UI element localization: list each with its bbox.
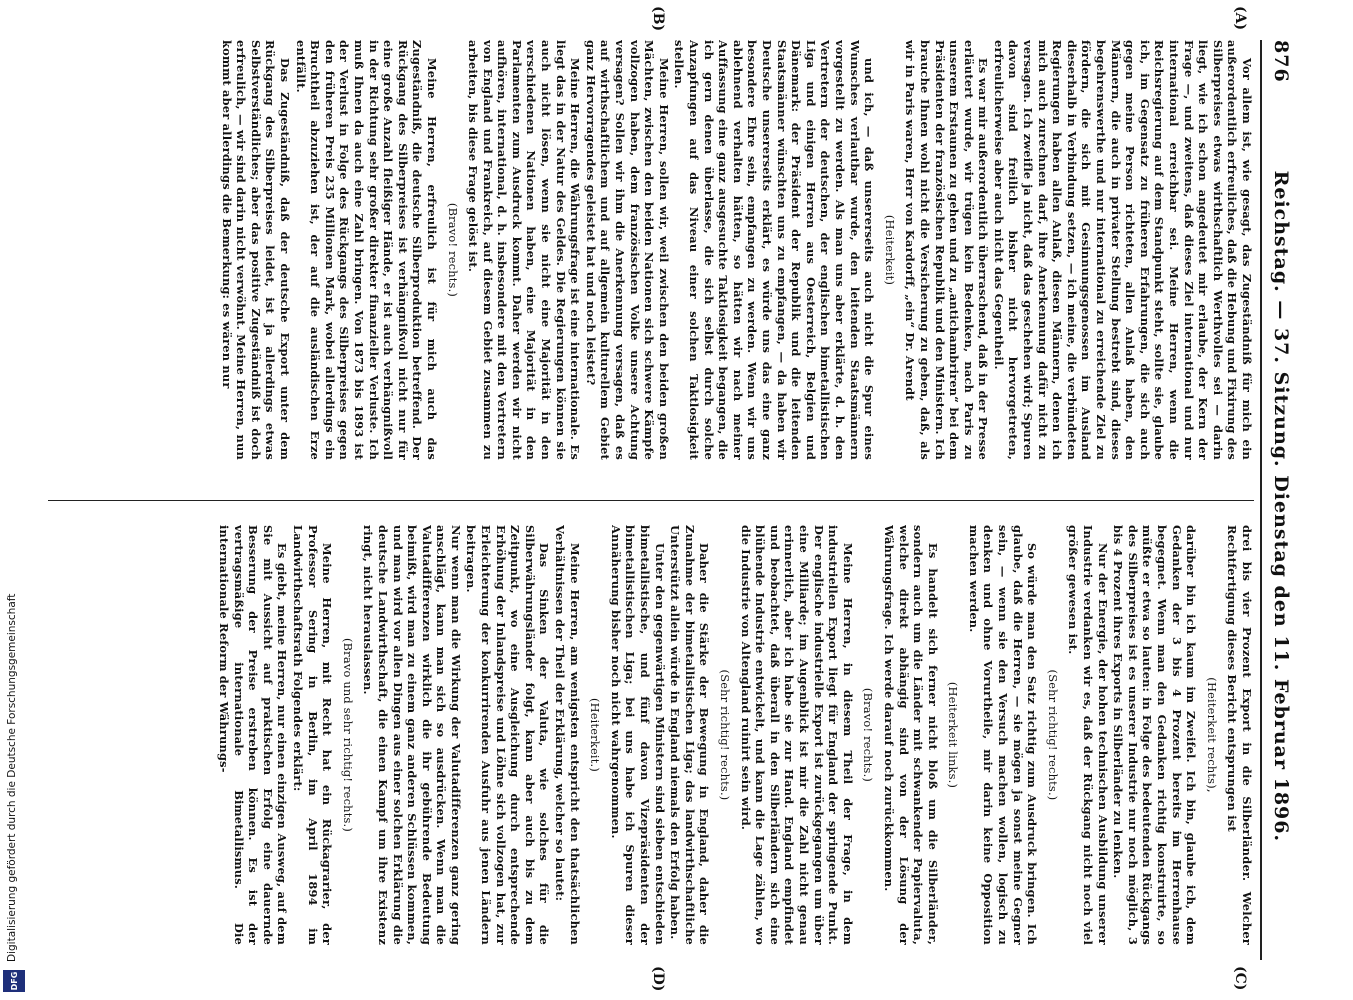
interjection: (Bravo! rechts.) (861, 687, 876, 783)
paragraph: Nur der Energie, der hohen technischen Ausbildung unserer Industrie verdanken wir es, daß der Rückgang nicht noch viel größer gewesen ist. (1066, 525, 1110, 945)
paragraph: Das Zugeständniß, daß der deutsche Export unter dem Rückgang des Silberpreises leidet, ist ja allerdings etwas Selbstverständliches; aber das positive Zugeständniß ist doch erfreulich, — wir sind darin nicht verwöhnt. Meine Herren, nun kommt aber allerdings die Bemerkung: es wären nur (219, 40, 292, 460)
paragraph: Meine Herren, mit Recht hat ein Rückagrarier, der Professor Sering in Berlin, im April 1894 im Landwirthschaftsrath Folgendes erklärt: (290, 525, 335, 945)
interjection: (Sehr richtig! rechts.) (1045, 669, 1060, 801)
digitization-credit: Digitalisierung gefördert durch die Deutsche Forschungsgemeinschaft (6, 593, 18, 962)
paragraph: Das Sinken der Valuta, wie solches für die Silberwährungsländer folgt, kann aber auch bis zu dem Zeitpunkt, wo eine Ausgleichung durch entsprechende Erhöhung der Inlandspreise und Löhne sich vollzogen hat, zur Erleichterung der konkurrirenden Ausfuhr aus jenen Ländern beitragen. (464, 525, 552, 945)
page-number: 876 (1270, 40, 1292, 83)
interjection: (Heiterkeit rechts), (1204, 677, 1219, 793)
paragraph: Meine Herren, am wenigsten entspricht den thatsächlichen Verhältnissen der Theil der Erklärung, welcher so lautet: (553, 525, 582, 945)
page-title: Reichstag. — 37. Sitzung. Dienstag den 11. Februar 1896. (1270, 170, 1292, 843)
paragraph: Es giebt, meine Herren, nur einen einzigen Ausweg, auf dem Sie mit Aussicht auf praktischen Erfolg eine dauernde Besserung der Preise erstreben können. Es ist der vertragsmäßige internationale Bimetallismus. Die internationale Reform der Währungs- (217, 525, 290, 945)
paragraph: Meine Herren, die Währungsfrage ist eine internationale. Es liegt das in der Natur des Geldes. Die Regierungen können sie auch nicht lösen, wenn sie nicht eine Majorität in den verschiedenen Nationen haben, eine Majorität in den Parlamenten zum Ausdruck kommt. Daher werden wir nicht aufhören, international, d. h. insbesondere mit den Vertretern von England und Frankreich, auf diesem Gebiet zusammen zu arbeiten, bis diese Frage gelöst ist. (466, 40, 583, 460)
paragraph: Vor allem ist, wie gesagt, das Zugeständniß für mich ein außerordentlich erfreuliches, daß die Hebung und Fixirung des Silberpreises etwas wirthschaftlich Werthvolles sei — darin liegt, wie ich schon angedeutet mir erlaube, der Kern der Frage —, und zweitens, daß dieses Ziel international und nur international erreichbar sei. Meine Herren, wenn die Reichsregierung auf dem Standpunkt steht, sollte sie, glaube ich, im Gegensatz zu früheren Erfahrungen, die sich auch gegen meine Person richteten, allen Anlaß haben, den Männern, die auch in privater Stellung bestrebt sind, dieses begehrenswerthe und nur international zu erreichende Ziel zu fördern, die sich mit Gesinnungsgenossen im Ausland dieserhalb in Verbindung setzen, — ich meine, die verbündeten Regierungen haben allen Anlaß, diesen Männern, denen ich mich auch zurechnen darf, ihre Anerkennung dafür nicht zu versagen. Ich zweifle ja nicht, daß das geschehen wird; Spuren davon sind freilich bisher nicht hervorgetreten, erfreulicherweise aber auch nicht das Gegentheil. (991, 40, 1254, 460)
interjection: (Sehr richtig! rechts.) (718, 669, 732, 801)
paragraph: So würde man den Satz richtig zum Ausdruck bringen. Ich glaube, daß die Herren, — sie mögen ja sonst meine Gegner sein, — wenn sie den Versuch machen wollen, logisch zu denken und ohne Vorurtheile, mir darin keine Opposition machen werden. (966, 525, 1040, 945)
paragraph: drei bis vier Prozent Export in die Silberländer. Welcher Rechtfertigung dieses Bericht entsprungen ist (1225, 525, 1254, 945)
margin-marker-b: (B) (650, 6, 666, 32)
sidebar-credit (0, 0, 30, 1000)
paragraph: Es war mir außerordentlich überraschend, daß in der Presse erläutert wurde, wir trügen kein Bedenken, nach Paris zu unserem Erstaunen zu gehen und zu „antichambriren“ bei dem Präsidenten der französischen Republik und den Ministern. Ich brauche Ihnen wohl nicht die Versicherung zu geben, daß, als wir in Paris waren, Herr von Kardorff, „ein“ Dr. Arendt (903, 40, 991, 460)
page-header (1264, 40, 1298, 960)
paragraph: Meine Herren, erfreulich ist für mich auch das Zugeständniß, die deutsche Silberproduktion betreffend. Der Rückgang des Silberpreises ist verhängnißvoll nicht nur für eine große Anzahl fleißiger Hände, er ist auch verhängnißvoll in der Richtung sehr großer direkter finanzieller Verluste. Ich muß Ihnen da auch eine Zahl bringen. Von 1873 bis 1893 ist der Verlust in Folge des Rückgangs des Silberpreises gegen den früheren Preis 235 Millionen Mark, wobei allerdings ein Bruchtheil abzuziehen ist, der auf die ausländischen Erze entfällt. (293, 40, 439, 460)
paragraph: Meine Herren, sollen wir, weil zwischen den beiden großen Mächten, zwischen den beiden Nationen sich schwere Kämpfe vollzogen haben, dem französischen Volke unsere Achtung versagen? Sollen wir ihm die Anerkennung versagen, daß es auf wirthschaftlichem und auf allgemein kulturellem Gebiet ganz Hervorragendes geleistet hat und noch leistet? (583, 40, 671, 460)
margin-marker-c: (C) (1232, 966, 1248, 991)
margin-marker-a: (A) (1232, 6, 1248, 31)
paragraph: und ich, — daß unsererseits auch nicht die Spur eines Wunsches verlautbar wurde, den leitenden Staatsmännern vorgestellt zu werden. Als man uns aber erklärte, d. h. den Vertretern der deutschen, der englischen bimetallistischen Liga und einigen Herren aus Oesterreich, Belgien und Dänemark: der Präsident der Republik und die leitenden Staatsmänner wünschten uns zu empfangen, — da haben wir Deutsche unsererseits erklärt, es würde uns das eine ganz besondere Ehre sein, empfangen zu werden. Wenn wir uns ablehnend verhalten hätten, so hätten wir nach meiner Auffassung eine ganz ausgesuchte Taktlosigkeit begangen, die ich gern denen überlasse, die sich selbst durch solche Anzapfungen auf das Niveau einer solchen Taktlosigkeit stellen. (672, 40, 877, 460)
column-divider (48, 500, 1254, 501)
paragraph: Daher die Stärke der Bewegung in England, daher die Zunahme der bimetallistischen Liga; das landwirthschaftliche Unterstützt allein würde in England niemals den Erfolg haben. (668, 525, 712, 945)
paragraph: Es handelt sich ferner nicht bloß um die Silberländer, sondern auch um die Länder mit schwankender Papiervaluta, welche direkt abhängig sind von der Lösung der Währungsfrage. Ich werde darauf noch zurückkommen. (881, 525, 940, 945)
paragraph: Nur wenn man die Wirkung der Valutadifferenzen ganz gering anschlägt, kann man sich so ausdrücken. Wenn man die Valutadifferenzen wirklich die ihr gebührende Bedeutung beimißt, wird man zu einem ganz anderen Schlüssen kommen, und man wird vor allen Dingen aus einer solchen Erklärung die deutsche Landwirthschaft, die einen Kampf um ihre Existenz ringt, nicht herauslassen. (361, 525, 463, 945)
right-column (46, 525, 1254, 945)
interjection: (Heiterkeit) (882, 214, 897, 286)
interjection: (Bravo und sehr richtig! rechts.) (340, 637, 355, 833)
left-column (46, 40, 1254, 460)
margin-marker-d: (D) (650, 966, 666, 992)
interjection: (Heiterkeit links.) (946, 681, 961, 789)
interjection: (Bravo! rechts.) (445, 202, 460, 298)
paragraph: darüber bin ich kaum im Zweifel. Ich bin, glaube ich, dem Gedanken der 3 bis 4 Prozent bereits im Herrenhause begegnet. Wenn man den Gedanken richtig konstruirte, so müßte er etwa so lauten: in Folge des bedeutenden Rückgangs des Silberpreises ist es unserer Industrie nur noch möglich, 3 bis 4 Prozent ihres Exports in Silberländer zu lenken. (1111, 525, 1199, 945)
paragraph: Meine Herren, in diesem Theil der Frage, in dem industriellen Export liegt für England der springende Punkt. Der englische industrielle Export ist zurückgegangen um über eine Milliarde; im Augenblick ist mir die Zahl nicht genau erinnerlich, aber ich habe sie zur Hand. England empfindet und beobachtet, daß überall in den Silberländern sich eine blühende Industrie entwickelt, und kann die Lage zählen, wo die Industrie von Altengland ruinirt sein wird. (738, 525, 855, 945)
paragraph: Unter den gegenwärtigen Ministern sind sieben entschieden bimetallistische, und fünf davon Vizepräsidenten der bimetallistischen Liga; bei uns habe ich Spuren dieser Annäherung bisher noch nicht wahrgenommen. (608, 525, 667, 945)
header-rule (1260, 40, 1262, 960)
document-page (36, 0, 1306, 1000)
dfg-logo: DFG (3, 970, 25, 992)
interjection: (Heiterkeit.) (588, 697, 603, 773)
